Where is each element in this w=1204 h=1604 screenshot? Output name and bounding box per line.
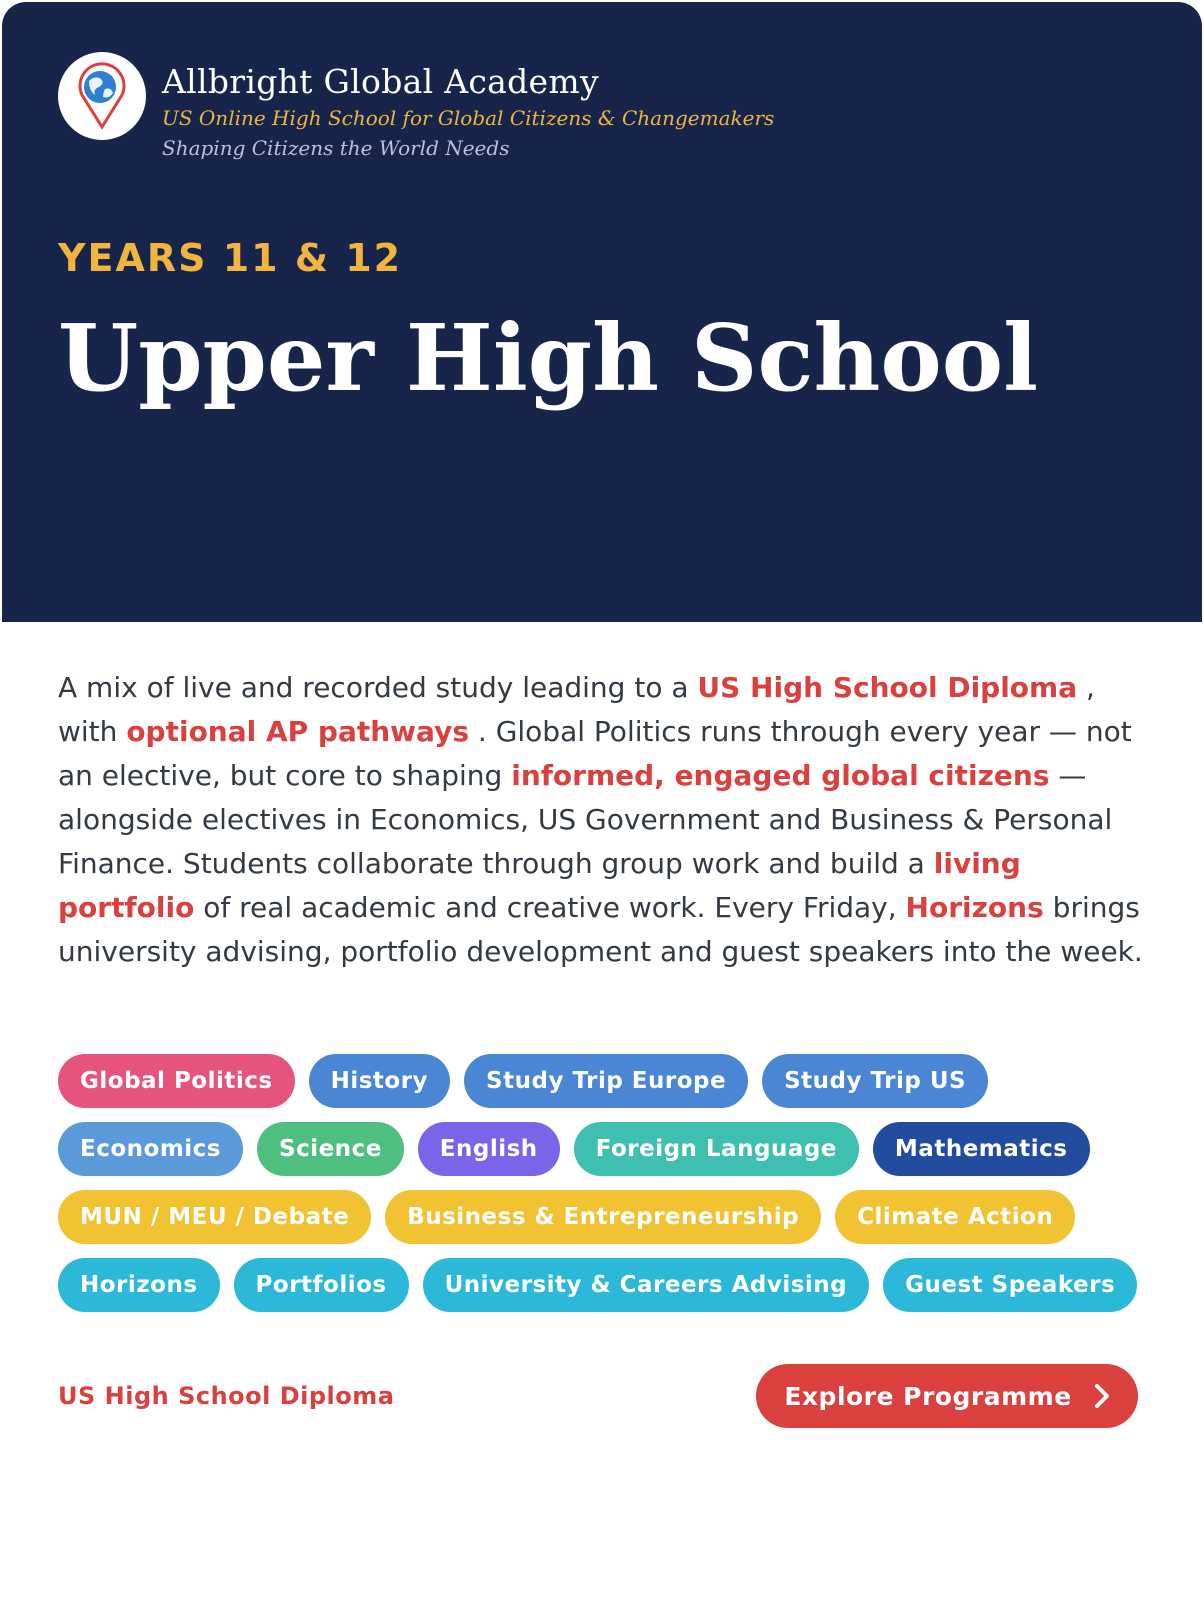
globe-pin-icon (58, 52, 146, 140)
chevron-right-icon (1094, 1383, 1110, 1409)
brand-motto: Shaping Citizens the World Needs (162, 136, 510, 160)
brand-name: Allbright Global Academy (162, 62, 599, 101)
tag-global-politics[interactable]: Global Politics (58, 1054, 295, 1108)
tag-university-careers-advising[interactable]: University & Careers Advising (423, 1258, 870, 1312)
tag-study-trip-europe[interactable]: Study Trip Europe (464, 1054, 748, 1108)
intro-text: A mix of live and recorded study leading to a (58, 671, 698, 704)
intro-highlight-citizens: informed, engaged global citizens (511, 759, 1050, 792)
intro-highlight-portfolio: living portfolio (58, 847, 1021, 924)
intro-highlight-ap: optional AP pathways (126, 715, 469, 748)
years-eyebrow: YEARS 11 & 12 (58, 236, 403, 280)
brand-tagline: US Online High School for Global Citizens & Changemakers (162, 106, 775, 130)
intro-highlight-horizons: Horizons (905, 891, 1044, 924)
diploma-label: US High School Diploma (58, 1382, 395, 1410)
programme-card (2, 2, 1202, 1600)
subject-tags (58, 1054, 1158, 1326)
intro-text: — alongside electives in Economics, US Government and Business & Personal Finance. Students collaborate through group work and build a (58, 759, 1113, 880)
tag-guest-speakers[interactable]: Guest Speakers (883, 1258, 1137, 1312)
intro-text: . Global Politics runs through every year — not an elective, but core to shaping (58, 715, 1132, 792)
page-title: Upper High School (58, 304, 1039, 412)
intro-text: , with (58, 671, 1095, 748)
tag-horizons[interactable]: Horizons (58, 1258, 220, 1312)
tag-study-trip-us[interactable]: Study Trip US (762, 1054, 988, 1108)
tag-history[interactable]: History (309, 1054, 450, 1108)
explore-programme-button[interactable] (756, 1364, 1138, 1428)
tag-row (58, 1258, 1158, 1312)
tag-business-entrepreneurship[interactable]: Business & Entrepreneurship (385, 1190, 821, 1244)
tag-row (58, 1054, 1158, 1108)
tag-row (58, 1190, 1158, 1244)
brand-header (58, 52, 774, 162)
tag-foreign-language[interactable]: Foreign Language (574, 1122, 859, 1176)
tag-english[interactable]: English (418, 1122, 560, 1176)
tag-mun-meu-debate[interactable]: MUN / MEU / Debate (58, 1190, 371, 1244)
intro-paragraph (58, 666, 1148, 974)
tag-climate-action[interactable]: Climate Action (835, 1190, 1075, 1244)
tag-row (58, 1122, 1158, 1176)
intro-highlight-diploma: US High School Diploma (697, 671, 1078, 704)
intro-text: of real academic and creative work. Every Friday, (194, 891, 906, 924)
intro-text: brings university advising, portfolio development and guest speakers into the week. (58, 891, 1143, 968)
tag-portfolios[interactable]: Portfolios (234, 1258, 409, 1312)
hero-banner (2, 2, 1202, 622)
tag-science[interactable]: Science (257, 1122, 404, 1176)
tag-economics[interactable]: Economics (58, 1122, 243, 1176)
tag-mathematics[interactable]: Mathematics (873, 1122, 1090, 1176)
explore-programme-label: Explore Programme (784, 1381, 1072, 1411)
